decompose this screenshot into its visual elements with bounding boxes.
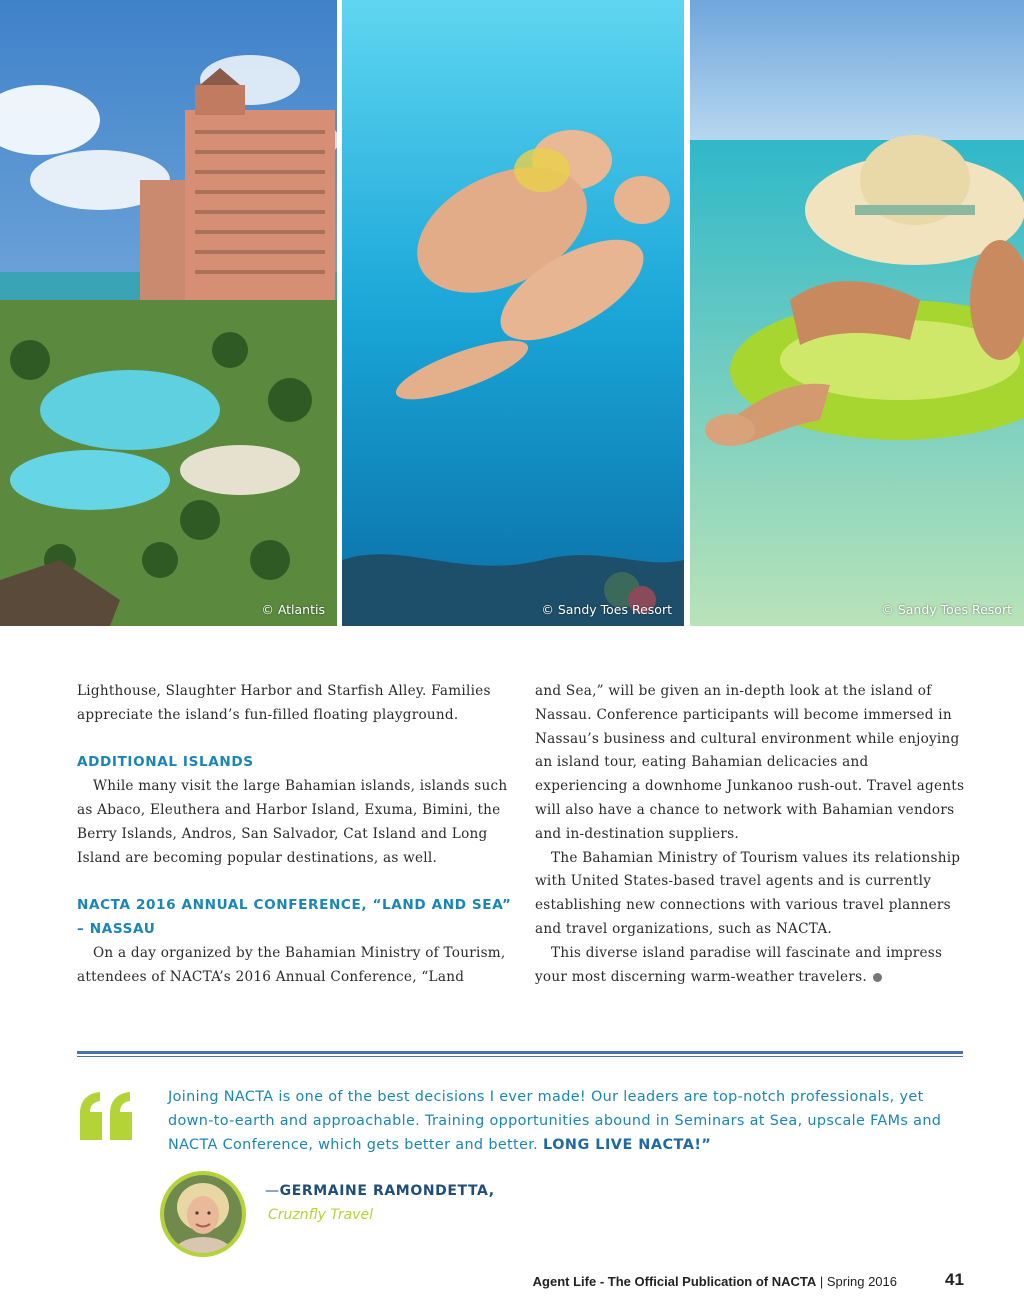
body-paragraph: Lighthouse, Slaughter Harbor and Starfish Alley. Families appreciate the island’s fun-filled floating playground. bbox=[77, 683, 491, 723]
attribution-name bbox=[265, 1183, 495, 1199]
body-paragraph bbox=[535, 942, 965, 990]
quote-body: Joining NACTA is one of the best decisions I ever made! Our leaders are top-notch professionals, yet down-to-earth and approachable. Training opportunities abound in Seminars at Sea, upscale FAMs and NACTA Conference, which gets better and better. bbox=[168, 1089, 942, 1153]
footer-separator: | bbox=[816, 1274, 827, 1289]
float-photo bbox=[690, 0, 1024, 626]
quote-emphasis: LONG LIVE NACTA!” bbox=[543, 1136, 712, 1153]
snorkel-photo bbox=[342, 0, 684, 626]
left-column bbox=[77, 680, 517, 989]
divider-rule bbox=[77, 1051, 963, 1054]
resort-photo bbox=[0, 0, 337, 626]
page-footer bbox=[533, 1274, 897, 1289]
photo-credit: © Atlantis bbox=[261, 602, 325, 617]
quote-icon bbox=[76, 1092, 138, 1142]
divider-rule bbox=[77, 1056, 963, 1057]
end-mark-icon bbox=[873, 973, 882, 982]
body-paragraph: and Sea,” will be given an in-depth look at the island of Nassau. Conference participants will become immersed in Nassau’s business and cultural environment while enjoying an island tour, eating Bahamian delicacies and experiencing a downhome Junkanoo rush-out. Travel agents will also have a chance to network with Bahamian vendors and in-destination suppliers. bbox=[535, 683, 965, 842]
avatar bbox=[160, 1171, 246, 1257]
person-name: GERMAINE RAMONDETTA, bbox=[279, 1183, 495, 1199]
testimonial-quote bbox=[168, 1086, 968, 1157]
body-paragraph: While many visit the large Bahamian islands, islands such as Abaco, Eleuthera and Harbor Island, Exuma, Bimini, the Berry Islands, Andros, San Salvador, Cat Island and Long Island are becoming popular destinations, as well. bbox=[77, 778, 508, 866]
body-paragraph: On a day organized by the Bahamian Ministry of Tourism, attendees of NACTA’s 2016 Annual Conference, “Land bbox=[77, 944, 506, 985]
photo-credit: © Sandy Toes Resort bbox=[541, 602, 672, 617]
photo-credit: © Sandy Toes Resort bbox=[881, 602, 1012, 617]
closing-sentence: This diverse island paradise will fascinate and impress your most discerning warm-weather travelers. bbox=[535, 944, 943, 985]
section-heading: ADDITIONAL ISLANDS bbox=[77, 754, 254, 771]
right-column bbox=[535, 680, 965, 989]
attribution-dash: — bbox=[265, 1183, 280, 1199]
attribution-company: Cruznfly Travel bbox=[268, 1207, 373, 1223]
page-number: 41 bbox=[945, 1270, 964, 1289]
publication-title: Agent Life - The Official Publication of NACTA bbox=[532, 1274, 817, 1289]
issue-label: Spring 2016 bbox=[826, 1274, 897, 1289]
section-heading: NACTA 2016 ANNUAL CONFERENCE, “LAND AND SEA” – NASSAU bbox=[77, 897, 512, 937]
body-paragraph: The Bahamian Ministry of Tourism values its relationship with United States-based travel agents and is currently establishing new connections with various travel planners and travel organizations, such as NACTA. bbox=[535, 849, 961, 937]
